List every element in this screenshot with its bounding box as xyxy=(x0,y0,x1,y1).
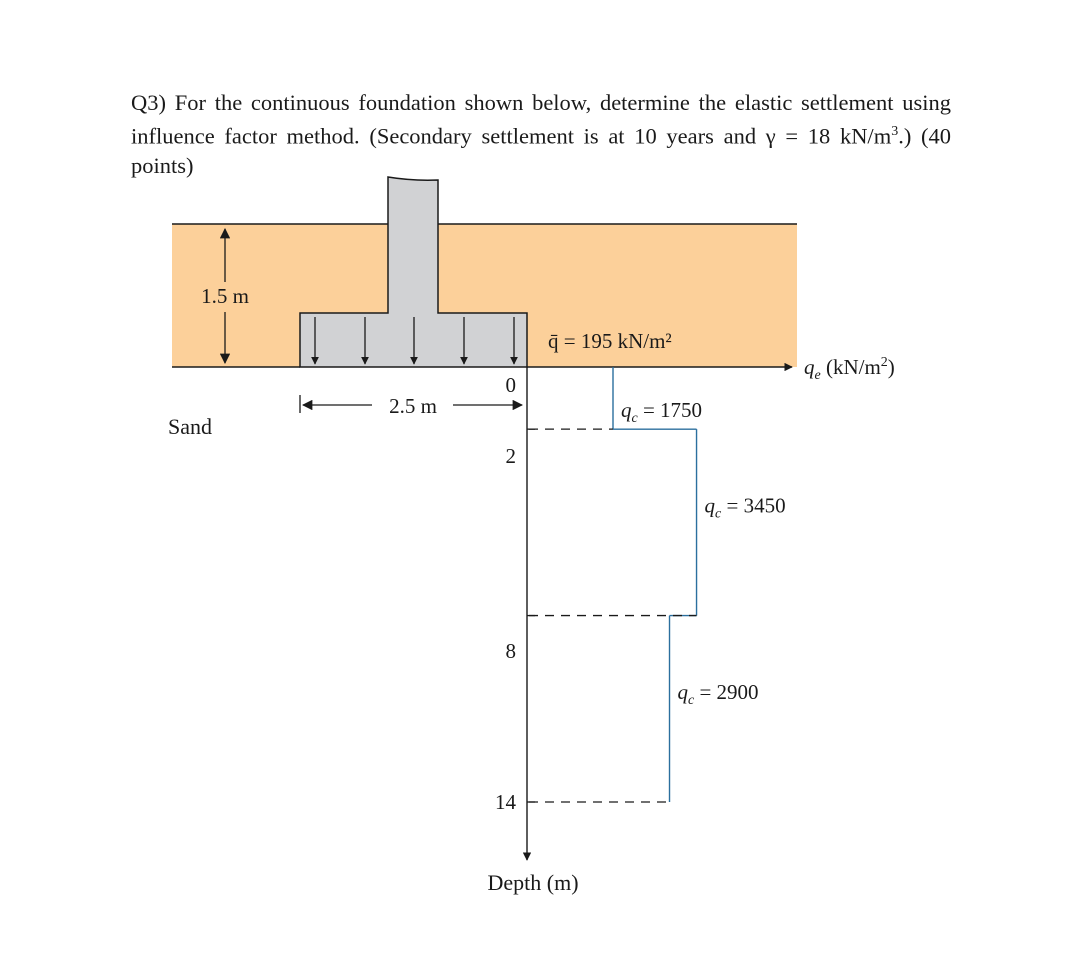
question-superscript: 3 xyxy=(891,124,899,139)
qc-layer-label: $q_c = 1750$ xyxy=(621,398,703,426)
depth-tick-label: 8 xyxy=(505,639,516,663)
qe-axis-label: $q_e$ $(kN/m^2)$ xyxy=(804,355,895,383)
embedment-depth-label: 1.5 m xyxy=(201,284,249,308)
depth-tick-label: 2 xyxy=(505,444,516,468)
qc-labels xyxy=(621,398,786,708)
qc-layer-label: $q_c = 2900$ xyxy=(677,679,759,708)
qc-layer-label: $q_c = 3450$ xyxy=(704,493,786,522)
footing-width-label: 2.5 m xyxy=(389,394,437,418)
depth-tick-label: 0 xyxy=(505,373,516,397)
depth-tick-labels xyxy=(495,373,517,814)
depth-axis-label: Depth (m) xyxy=(487,870,579,895)
applied-load-label: q̄ = 195 kN/m² xyxy=(548,329,672,353)
soil-type-label: Sand xyxy=(168,414,212,439)
depth-tick-label: 14 xyxy=(495,790,516,814)
question-end: .) (40 points) xyxy=(131,123,951,178)
qc-profile xyxy=(527,367,697,802)
question-main: Q3) For the continuous foundation shown below, determine the elastic settlement using influence factor method. (Secondary settlement is at 10 years and γ = 18 kN/m xyxy=(131,90,951,149)
